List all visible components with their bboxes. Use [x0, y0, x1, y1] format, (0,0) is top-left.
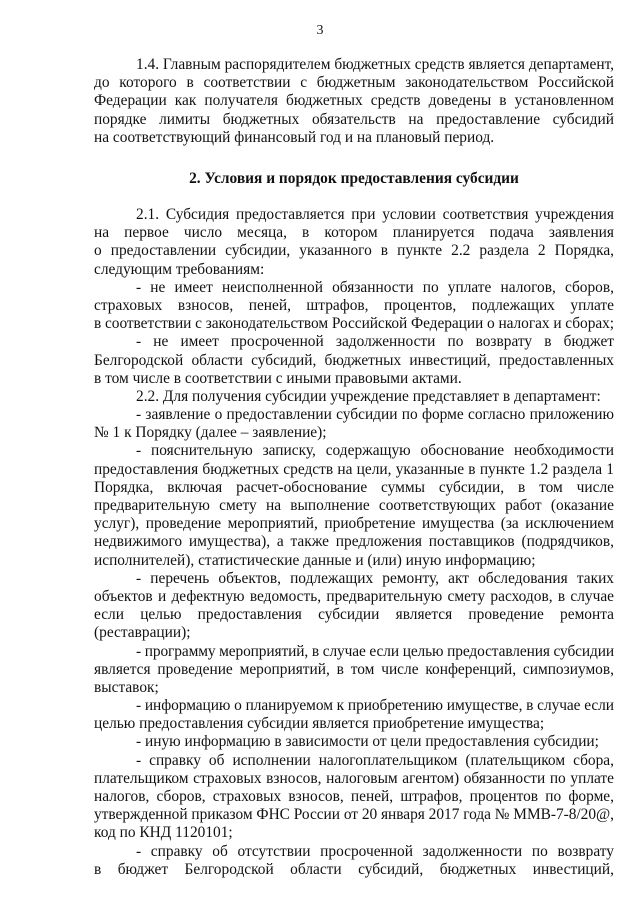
- paragraph-2-1: [94, 206, 614, 879]
- text-line: - справку об отсутствии просроченной задолженности по возврату: [136, 842, 614, 860]
- text-line: предварительную смету на выполнение соответствующих работ (оказание: [94, 497, 614, 514]
- text-line: - иную информацию в зависимости от цели предоставления субсидии;: [136, 733, 599, 751]
- text-line: - не имеет неисполненной обязанности по уплате налогов, сборов,: [136, 278, 614, 296]
- text-line: выставок;: [94, 678, 159, 696]
- text-line: (реставрации);: [94, 624, 191, 642]
- text-line: утвержденной приказом ФНС России от 20 января 2017 года № ММВ-7-8/20@,: [94, 806, 614, 824]
- text-line: услуг), проведение мероприятий, приобретение имущества (за исключением: [94, 515, 614, 533]
- text-line: на соответствующий финансовый год и на плановый период.: [94, 128, 495, 146]
- text-line: - пояснительную записку, содержащую обоснование необходимости: [136, 442, 614, 460]
- text-line: - программу мероприятий, в случае если целью предоставления субсидии: [136, 642, 614, 660]
- text-line: - не имеет просроченной задолженности по возврату в бюджет: [136, 333, 614, 351]
- text-line: если целью предоставления субсидии является проведение ремонта: [94, 606, 614, 624]
- text-line: налогов, сборов, страховых взносов, пеней, штрафов, процентов по форме,: [94, 788, 614, 805]
- text-line: Федерации как получателя бюджетных средств доведены в установленном: [94, 92, 614, 110]
- text-line: 2.2. Для получения субсидии учреждение представляет в департамент:: [136, 387, 601, 405]
- text-line: недвижимого имущества), а также предложения поставщиков (подрядчиков,: [94, 533, 614, 551]
- text-line: следующим требованиям:: [94, 260, 265, 278]
- page-number: 3: [316, 23, 324, 38]
- text-line: в том числе в соответствии с иными правовыми актами.: [94, 369, 462, 387]
- text-line: на первое число месяца, в котором планируется подача заявления: [94, 224, 614, 242]
- text-line: в бюджет Белгородской области субсидий, бюджетных инвестиций,: [94, 860, 614, 878]
- text-line: до которого в соответствии с бюджетным законодательством Российской: [94, 74, 614, 92]
- text-line: 1.4. Главным распорядителем бюджетных средств является департамент,: [136, 56, 614, 73]
- text-line: страховых взносов, пеней, штрафов, процентов, подлежащих уплате: [94, 296, 614, 314]
- text-line: код по КНД 1120101;: [94, 824, 233, 842]
- text-line: 2.1. Субсидия предоставляется при условии соответствия учреждения: [136, 206, 614, 223]
- text-line: Порядка, включая расчет-обоснование суммы субсидии, в том числе: [94, 478, 614, 496]
- text-line: - информацию о планируемом к приобретению имуществе, в случае если: [136, 697, 614, 715]
- text-line: объектов и дефектную ведомость, предварительную смету расходов, в случае: [94, 587, 614, 605]
- text-line: Белгородской области субсидий, бюджетных инвестиций, предоставленных: [94, 351, 614, 369]
- text-line: - перечень объектов, подлежащих ремонту, акт обследования таких: [136, 569, 614, 587]
- section-heading: 2. Условия и порядок предоставления субсидии: [189, 170, 519, 187]
- text-line: порядке лимиты бюджетных обязательств на предоставление субсидий: [94, 110, 614, 128]
- text-line: плательщиком страховых взносов, налоговым агентом) обязанности по уплате: [94, 769, 614, 787]
- text-line: в соответствии с законодательством Российской Федерации о налогах и сборах;: [94, 315, 614, 333]
- text-line: № 1 к Порядку (далее – заявление);: [94, 424, 327, 442]
- text-line: предоставления бюджетных средств на цели, указанные в пункте 1.2 раздела 1: [94, 460, 614, 478]
- text-line: - заявление о предоставлении субсидии по форме согласно приложению: [136, 406, 614, 424]
- text-line: является проведение мероприятий, в том числе конференций, симпозиумов,: [94, 660, 614, 678]
- text-line: исполнителей), статистические данные и (или) иную информацию;: [94, 551, 536, 569]
- text-line: целью предоставления субсидии является приобретение имущества;: [94, 715, 545, 733]
- text-line: о предоставлении субсидии, указанного в пункте 2.2 раздела 2 Порядка,: [94, 242, 614, 260]
- paragraph-1-4: [94, 56, 614, 147]
- text-line: - справку об исполнении налогоплательщиком (плательщиком сбора,: [136, 751, 614, 769]
